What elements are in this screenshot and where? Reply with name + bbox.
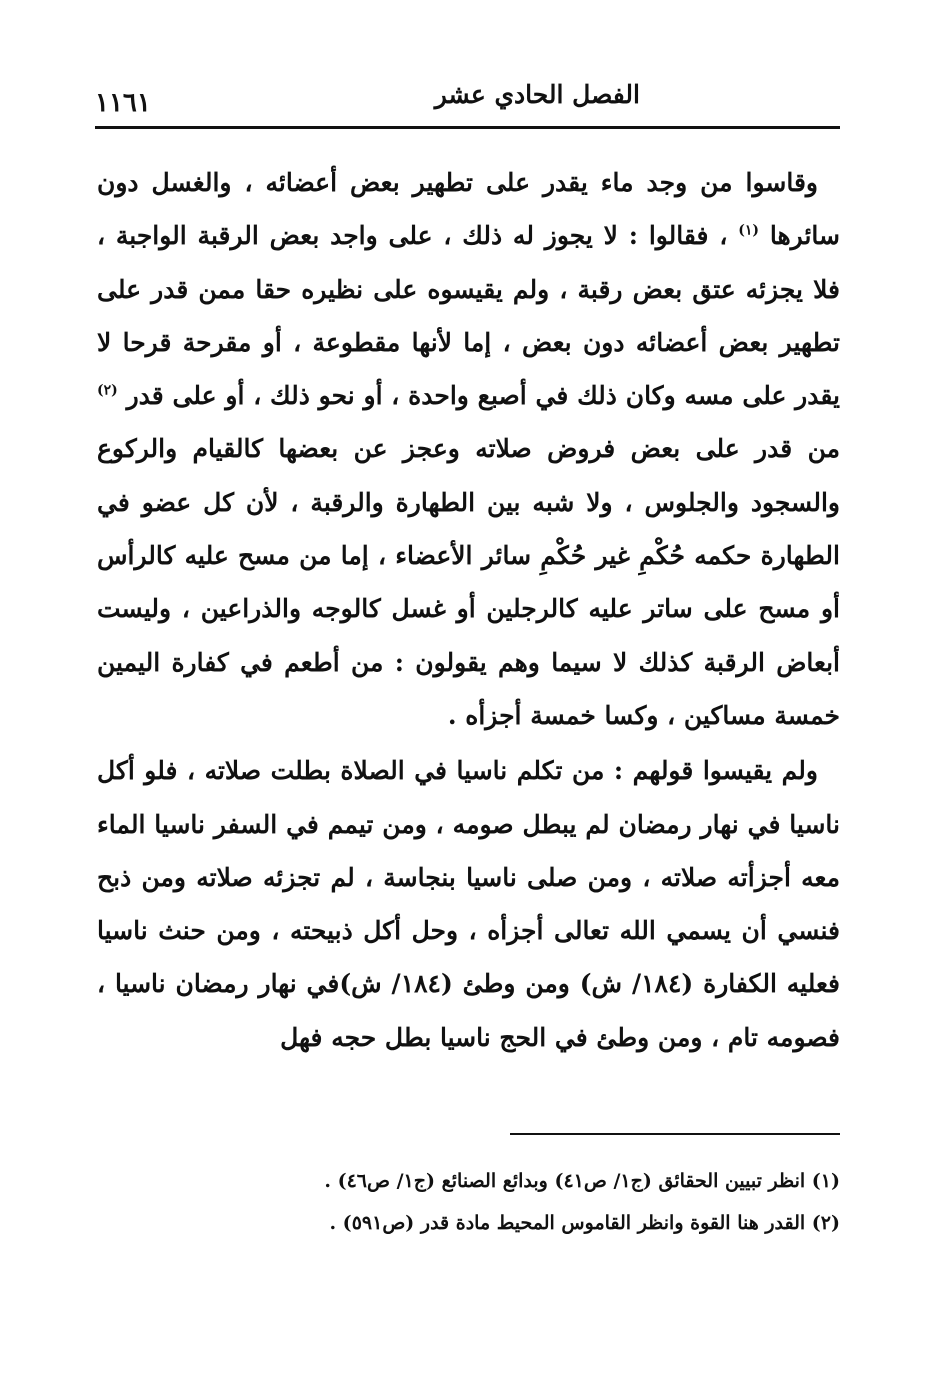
- paragraph-2: ولم يقيسوا قولهم : من تكلم ناسيا في الصلاة بطلت صلاته ، فلو أكل ناسيا في نهار رمضان لم يبطل صومه ، ومن تيمم في السفر ناسيا الماء معه أجزأته صلاته ، ومن صلى ناسيا بنجاسة ، لم تجزئه صلاته ومن ذبح فنسي أن يسمي الله تعالى أجزأه ، وحل أكل ذبيحته ، ومن حنث ناسيا فعليه الكفارة (١٨٤/ ش) ومن وطئ (١٨٤/ ش)في نهار رمضان ناسيا ، فصومه تام ، ومن وطئ في الحج ناسيا بطل حجه فهل: [97, 756, 841, 1052]
- paragraph-1-part-a: وقاسوا من وجد ماء يقدر على تطهير بعض أعضائه ، والغسل دون سائرها: [97, 168, 840, 251]
- footnote-ref-2: (٢): [97, 382, 118, 399]
- footnote-1: (١) انظر تبيين الحقائق (ج١/ ص٤١) وبدائع الصنائع (ج١/ ص٤٦) .: [324, 1170, 840, 1192]
- page-header: [95, 78, 840, 128]
- paragraph-1-part-c: من قدر على بعض فروض صلاته وعجز عن بعضها كالقيام والركوع والسجود والجلوس ، ولا شبه بين الطهارة والرقبة ، لأن كل عضو في الطهارة حكمه حُكْمِ غير حُكْمِ سائر الأعضاء ، إما من مسح عليه كالرأس أو مسح على ساتر عليه كالرجلين أو غسل كالوجه والذراعين ، وليست أبعاض الرقبة كذلك لا سيما وهم يقولون : من أطعم في كفارة اليمين خمسة مساكين ، وكسا خمسة أجزأه .: [97, 434, 840, 730]
- footnote-divider: [510, 1133, 840, 1135]
- footnotes: [120, 1160, 840, 1244]
- paragraph-1: [97, 156, 840, 742]
- paragraph-1-part-b: ، فقالوا : لا يجوز له ذلك ، على واجد بعض الرقبة الواجبة ، فلا يجزئه عتق بعض رقبة ، ولم يقيسوه على نظيره حقا ممن قدر على تطهير بعض أعضائه دون بعض ، إما لأنها مقطوعة ، أو مقرحة قرحا لا يقدر على مسه وكان ذلك في أصبع واحدة ، أو نحو ذلك ، أو على قدر: [97, 221, 840, 411]
- header-divider: [95, 126, 840, 129]
- main-text: [97, 156, 840, 1064]
- footnote-2: (٢) القدر هنا القوة وانظر القاموس المحيط مادة قدر (ص٥٩١) .: [329, 1212, 840, 1234]
- footnote-ref-1: (١): [738, 222, 760, 239]
- page-number: ١١٦١: [95, 88, 151, 118]
- chapter-title: الفصل الحادي عشر: [434, 80, 640, 109]
